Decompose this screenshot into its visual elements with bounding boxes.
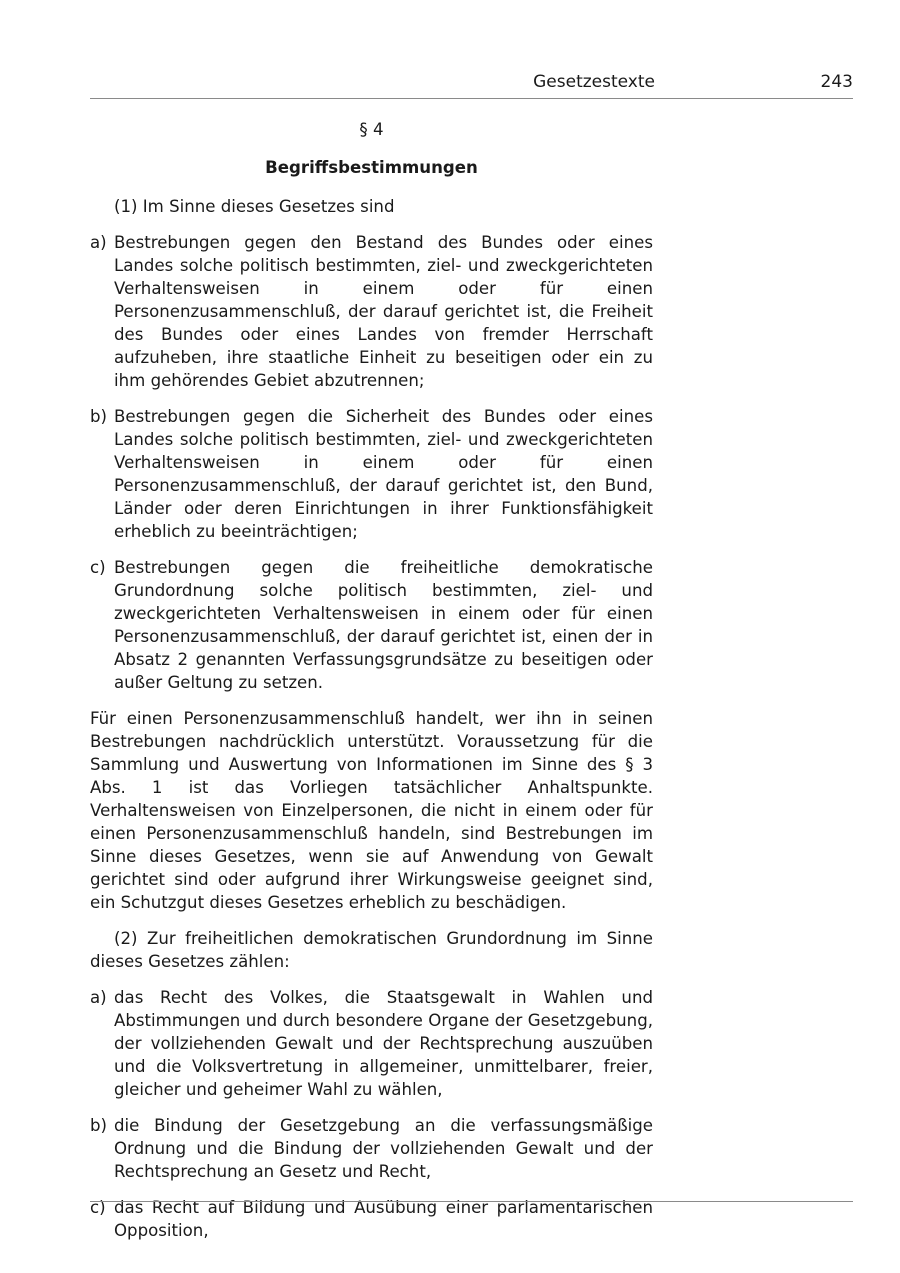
list-item	[90, 556, 653, 694]
page-number: 243	[820, 72, 853, 92]
list-marker: b)	[90, 407, 108, 426]
list-marker: a)	[90, 988, 107, 1007]
list-item	[90, 1114, 653, 1183]
section-title: Begriffsbestimmungen	[265, 158, 478, 177]
footer-rule	[90, 1201, 853, 1202]
page-body	[90, 118, 653, 1255]
list-item-text: Bestrebungen gegen den Bestand des Bundes oder eines Landes solche politisch bestimmten, ziel- und zweckgerichteten Verhaltensweisen in einem oder für einen Personenzusammenschluß, der darauf gerichtet ist, die Freiheit des Bundes oder eines Landes von fremder Herrschaft aufzuheben, ihre staatliche Einheit zu beseitigen oder ein zu ihm gehörendes Gebiet abzutrennen;	[114, 233, 653, 390]
list-item-text: Bestrebungen gegen die Sicherheit des Bundes oder eines Landes solche politisch bestimmten, ziel- und zweckgerichteten Verhaltensweisen in einem oder für einen Personenzusammenschluß, der darauf gerichtet ist, den Bund, Länder oder deren Einrichtungen in ihrer Funktionsfähigkeit erheblich zu beeinträchtigen;	[114, 407, 653, 541]
list-item-text: Bestrebungen gegen die freiheitliche demokratische Grundordnung solche politisch bestimmten, ziel- und zweckgerichteten Verhaltensweisen in einem oder für einen Personenzusammenschluß, der darauf gerichtet ist, einen der in Absatz 2 genannten Verfassungsgrundsätze zu beseitigen oder außer Geltung zu setzen.	[114, 558, 653, 692]
list-item	[90, 231, 653, 392]
list-marker: a)	[90, 233, 107, 252]
list-marker: b)	[90, 1116, 108, 1135]
page-header	[90, 70, 853, 99]
list-marker: c)	[90, 1198, 106, 1217]
list-item	[90, 405, 653, 543]
body-paragraph: Für einen Personenzusammenschluß handelt, wer ihn in seinen Bestrebungen nachdrücklich unterstützt. Voraussetzung für die Sammlung und Auswertung von Informationen im Sinne des § 3 Abs. 1 ist das Vorliegen tatsächlicher Anhaltspunkte. Verhaltensweisen von Einzelpersonen, die nicht in einem oder für einen Personenzusammenschluß handeln, sind Bestrebungen im Sinne dieses Gesetzes, wenn sie auf Anwendung von Gewalt gerichtet sind oder aufgrund ihrer Wirkungsweise geeignet sind, ein Schutzgut dieses Gesetzes erheblich zu beschädigen.	[90, 709, 653, 912]
list-item	[90, 1196, 653, 1242]
list-marker: c)	[90, 558, 106, 577]
running-head: Gesetzestexte	[533, 72, 655, 92]
paragraph-sign: § 4	[359, 120, 384, 139]
list-item-text: das Recht des Volkes, die Staatsgewalt in Wahlen und Abstimmungen und durch besondere Organe der Gesetzgebung, der vollziehenden Gewalt und der Rechtsprechung auszuüben und die Volksvertretung in allgemeiner, unmittelbarer, freier, gleicher und geheimer Wahl zu wählen,	[114, 988, 653, 1099]
subsection-2-intro: (2) Zur freiheitlichen demokratischen Grundordnung im Sinne dieses Gesetzes zählen:	[90, 929, 653, 971]
subsection-1-intro: (1) Im Sinne dieses Gesetzes sind	[114, 197, 395, 216]
list-item-text: das Recht auf Bildung und Ausübung einer parlamentarischen Opposition,	[114, 1198, 653, 1240]
list-item-text: die Bindung der Gesetzgebung an die verfassungsmäßige Ordnung und die Bindung der vollziehenden Gewalt und der Rechtsprechung an Gesetz und Recht,	[114, 1116, 653, 1181]
list-item	[90, 986, 653, 1101]
